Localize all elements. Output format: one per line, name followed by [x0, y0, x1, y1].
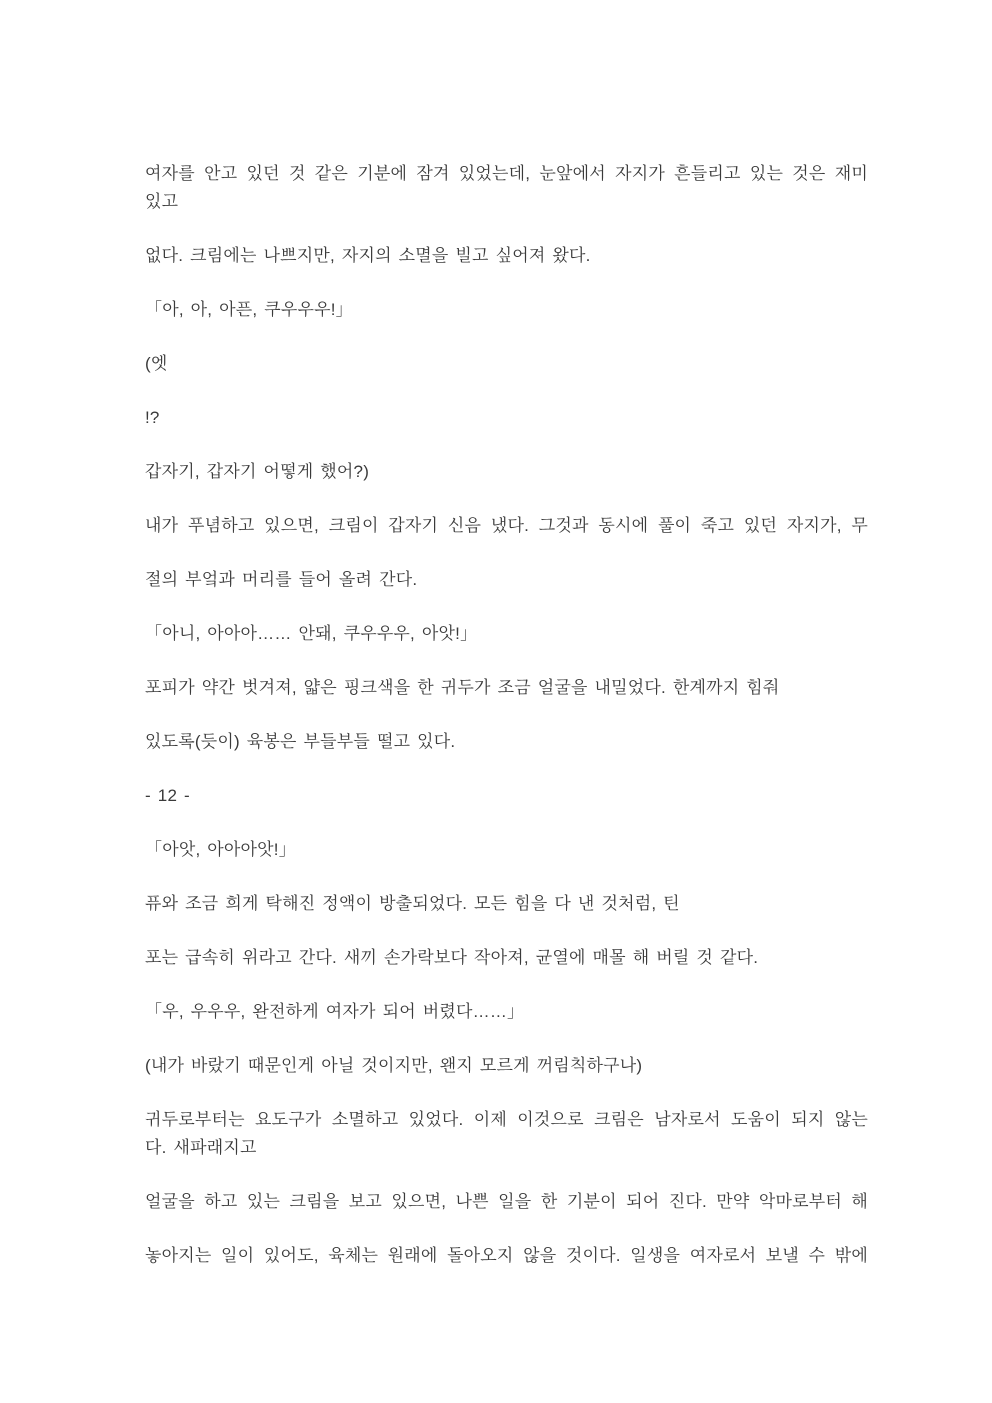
text-line: 얼굴을 하고 있는 크림을 보고 있으면, 나쁜 일을 한 기분이 되어 진다. 만약 악마로부터 해 [145, 1192, 868, 1211]
text-line: 다. 새파래지고 [145, 1138, 257, 1157]
text-line: 귀두로부터는 요도구가 소멸하고 있었다. 이제 이것으로 크림은 남자로서 도움이 되지 않는 [145, 1110, 868, 1129]
text-line: 있도록(듯이) 육봉은 부들부들 떨고 있다. [145, 732, 456, 751]
text-line: 여자를 안고 있던 것 같은 기분에 잠겨 있었는데, 눈앞에서 자지가 흔들리고 있는 것은 재미 [145, 164, 868, 183]
text-line: (엣 [145, 354, 168, 373]
text-line: 퓨와 조금 희게 탁해진 정액이 방출되었다. 모든 힘을 다 낸 것처럼, 틴 [145, 894, 680, 913]
text-line: !? [145, 408, 160, 427]
text-line: (내가 바랐기 때문인게 아닐 것이지만, 왠지 모르게 꺼림칙하구나) [145, 1056, 643, 1075]
text-line: 내가 푸념하고 있으면, 크림이 갑자기 신음 냈다. 그것과 동시에 풀이 죽고 있던 자지가, 무 [145, 516, 868, 535]
page-number: - 12 - [145, 786, 190, 805]
text-line: 「우, 우우우, 완전하게 여자가 되어 버렸다……」 [145, 1002, 525, 1021]
text-line: 포피가 약간 벗겨져, 얇은 핑크색을 한 귀두가 조금 얼굴을 내밀었다. 한계까지 힘줘 [145, 678, 780, 697]
text-line: 포는 급속히 위라고 간다. 새끼 손가락보다 작아져, 균열에 매몰 해 버릴 것 같다. [145, 948, 759, 967]
text-line: 없다. 크림에는 나쁘지만, 자지의 소멸을 빌고 싶어져 왔다. [145, 246, 591, 265]
text-line: 「아앗, 아아아앗!」 [145, 840, 296, 859]
text-line: 「아니, 아아아…… 안돼, 쿠우우우, 아앗!」 [145, 624, 478, 643]
text-line: 놓아지는 일이 있어도, 육체는 원래에 돌아오지 않을 것이다. 일생을 여자로서 보낼 수 밖에 [145, 1246, 868, 1265]
text-line: 절의 부엌과 머리를 들어 올려 간다. [145, 570, 418, 589]
text-line: 「아, 아, 아픈, 쿠우우우!」 [145, 300, 353, 319]
text-line: 갑자기, 갑자기 어떻게 했어?) [145, 462, 370, 481]
text-line: 있고 [145, 192, 179, 211]
